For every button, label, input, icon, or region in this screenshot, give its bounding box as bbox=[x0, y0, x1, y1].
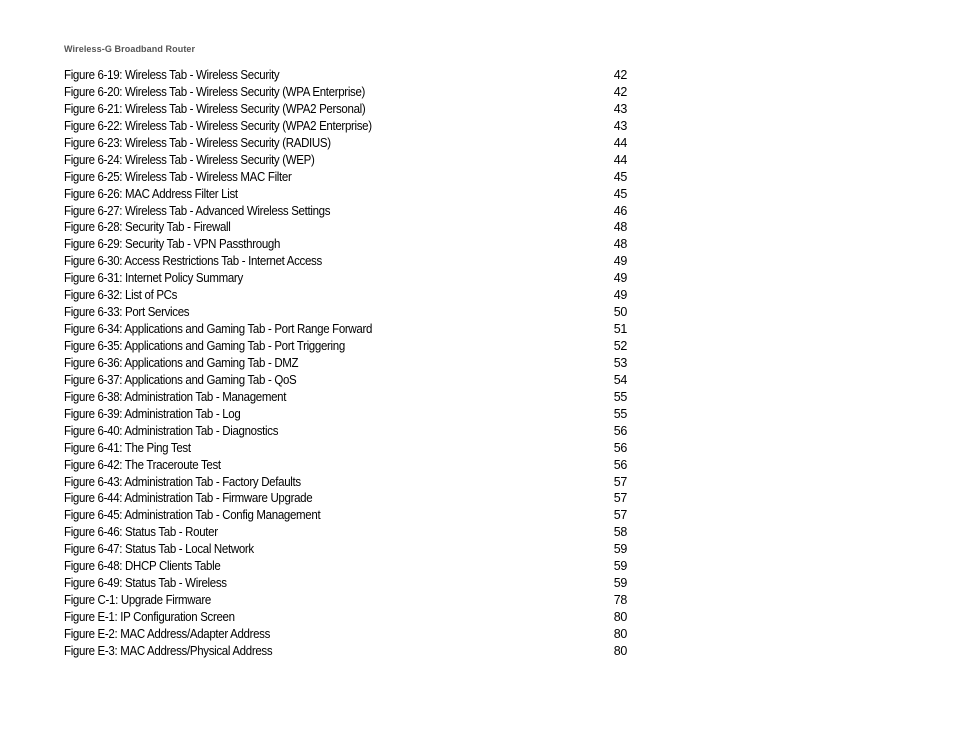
toc-entry[interactable] bbox=[64, 440, 630, 457]
toc-entry-page-number: 57 bbox=[613, 508, 627, 523]
toc-entry-title: Figure 6-20: Wireless Tab - Wireless Security (WPA Enterprise) bbox=[64, 84, 366, 99]
toc-entry[interactable] bbox=[64, 203, 630, 220]
toc-entry-page-number: 55 bbox=[613, 389, 627, 404]
toc-entry[interactable] bbox=[64, 575, 630, 592]
toc-entry-page-number: 55 bbox=[613, 406, 627, 421]
toc-entry-page-number: 52 bbox=[613, 339, 627, 353]
list-of-figures bbox=[64, 67, 630, 660]
toc-entry[interactable] bbox=[64, 304, 630, 321]
toc-entry[interactable] bbox=[64, 524, 630, 541]
toc-entry[interactable] bbox=[64, 558, 630, 575]
toc-entry[interactable] bbox=[64, 186, 630, 203]
toc-entry[interactable] bbox=[64, 372, 630, 389]
toc-entry-title: Figure 6-37: Applications and Gaming Tab - QoS bbox=[64, 372, 297, 387]
toc-entry-page-number: 49 bbox=[613, 271, 627, 286]
toc-entry[interactable] bbox=[64, 152, 630, 169]
toc-entry[interactable] bbox=[64, 338, 630, 355]
toc-entry-title: Figure 6-35: Applications and Gaming Tab - Port Triggering bbox=[64, 339, 345, 353]
toc-entry-page-number: 51 bbox=[613, 322, 627, 337]
toc-entry-title: Figure 6-26: MAC Address Filter List bbox=[64, 186, 238, 201]
toc-entry-title: Figure 6-27: Wireless Tab - Advanced Wireless Settings bbox=[64, 203, 331, 218]
toc-entry[interactable] bbox=[64, 321, 630, 338]
toc-entry-title: Figure 6-39: Administration Tab - Log bbox=[64, 406, 241, 421]
toc-entry-page-number: 48 bbox=[613, 237, 627, 252]
toc-entry-page-number: 56 bbox=[613, 457, 627, 472]
toc-entry-page-number: 57 bbox=[613, 474, 627, 489]
toc-entry-title: Figure 6-38: Administration Tab - Management bbox=[64, 389, 287, 404]
toc-entry[interactable] bbox=[64, 541, 630, 558]
toc-entry[interactable] bbox=[64, 101, 630, 118]
toc-entry-page-number: 54 bbox=[613, 372, 627, 387]
toc-entry-page-number: 56 bbox=[613, 440, 627, 455]
toc-entry[interactable] bbox=[64, 507, 630, 524]
toc-entry-page-number: 49 bbox=[613, 288, 627, 303]
toc-entry-page-number: 42 bbox=[613, 84, 627, 99]
toc-entry-title: Figure 6-29: Security Tab - VPN Passthrough bbox=[64, 237, 281, 252]
toc-entry-page-number: 43 bbox=[613, 101, 627, 116]
toc-entry-title: Figure 6-30: Access Restrictions Tab - Internet Access bbox=[64, 254, 322, 269]
toc-entry-page-number: 80 bbox=[613, 643, 627, 658]
toc-entry-title: Figure 6-48: DHCP Clients Table bbox=[64, 559, 221, 574]
toc-entry-page-number: 56 bbox=[613, 423, 627, 438]
toc-entry[interactable] bbox=[64, 609, 630, 626]
toc-entry-page-number: 43 bbox=[613, 118, 627, 133]
toc-entry-page-number: 44 bbox=[613, 152, 627, 167]
toc-entry[interactable] bbox=[64, 84, 630, 101]
toc-entry-title: Figure 6-25: Wireless Tab - Wireless MAC Filter bbox=[64, 169, 292, 184]
toc-entry-title: Figure 6-40: Administration Tab - Diagnostics bbox=[64, 423, 279, 438]
running-header: Wireless-G Broadband Router bbox=[64, 44, 196, 54]
toc-entry[interactable] bbox=[64, 389, 630, 406]
toc-entry-title: Figure 6-31: Internet Policy Summary bbox=[64, 271, 243, 286]
toc-entry[interactable] bbox=[64, 135, 630, 152]
toc-entry-title: Figure 6-41: The Ping Test bbox=[64, 440, 191, 455]
toc-entry-page-number: 57 bbox=[613, 491, 627, 506]
toc-entry-page-number: 78 bbox=[613, 593, 627, 608]
toc-entry[interactable] bbox=[64, 219, 630, 236]
toc-entry-page-number: 44 bbox=[613, 135, 627, 150]
toc-entry[interactable] bbox=[64, 118, 630, 135]
toc-entry-title: Figure 6-44: Administration Tab - Firmware Upgrade bbox=[64, 491, 313, 506]
toc-entry[interactable] bbox=[64, 169, 630, 186]
toc-entry-title: Figure 6-22: Wireless Tab - Wireless Security (WPA2 Enterprise) bbox=[64, 118, 372, 133]
toc-entry-page-number: 49 bbox=[613, 254, 627, 269]
toc-entry[interactable] bbox=[64, 457, 630, 474]
toc-entry[interactable] bbox=[64, 643, 630, 660]
toc-entry-page-number: 58 bbox=[613, 525, 627, 540]
toc-entry-title: Figure 6-32: List of PCs bbox=[64, 288, 178, 303]
toc-entry[interactable] bbox=[64, 592, 630, 609]
toc-entry-title: Figure 6-46: Status Tab - Router bbox=[64, 525, 218, 540]
toc-entry-page-number: 59 bbox=[613, 559, 627, 574]
toc-entry-page-number: 45 bbox=[613, 169, 627, 184]
toc-entry[interactable] bbox=[64, 67, 630, 84]
toc-entry-title: Figure 6-21: Wireless Tab - Wireless Security (WPA2 Personal) bbox=[64, 101, 366, 116]
toc-entry[interactable] bbox=[64, 270, 630, 287]
toc-entry-page-number: 42 bbox=[613, 68, 627, 82]
toc-entry-title: Figure 6-43: Administration Tab - Factory Defaults bbox=[64, 474, 301, 489]
toc-entry-page-number: 45 bbox=[613, 186, 627, 201]
toc-entry-title: Figure 6-28: Security Tab - Firewall bbox=[64, 220, 231, 235]
toc-entry-page-number: 80 bbox=[613, 626, 627, 641]
toc-entry[interactable] bbox=[64, 406, 630, 423]
toc-entry-title: Figure 6-36: Applications and Gaming Tab - DMZ bbox=[64, 355, 299, 370]
toc-entry-page-number: 48 bbox=[613, 220, 627, 235]
toc-entry[interactable] bbox=[64, 626, 630, 643]
toc-entry[interactable] bbox=[64, 355, 630, 372]
toc-entry-page-number: 46 bbox=[613, 203, 627, 218]
toc-entry-title: Figure C-1: Upgrade Firmware bbox=[64, 593, 211, 608]
toc-entry-title: Figure 6-23: Wireless Tab - Wireless Security (RADIUS) bbox=[64, 135, 331, 150]
toc-entry-title: Figure 6-34: Applications and Gaming Tab - Port Range Forward bbox=[64, 322, 373, 337]
toc-entry-page-number: 59 bbox=[613, 542, 627, 557]
toc-entry-page-number: 59 bbox=[613, 576, 627, 591]
toc-entry-title: Figure E-3: MAC Address/Physical Address bbox=[64, 643, 273, 658]
toc-entry[interactable] bbox=[64, 490, 630, 507]
toc-entry-title: Figure 6-49: Status Tab - Wireless bbox=[64, 576, 227, 591]
toc-entry-page-number: 80 bbox=[613, 610, 627, 624]
toc-entry-title: Figure 6-24: Wireless Tab - Wireless Security (WEP) bbox=[64, 152, 315, 167]
toc-entry-title: Figure 6-45: Administration Tab - Config Management bbox=[64, 508, 321, 523]
toc-entry-title: Figure E-1: IP Configuration Screen bbox=[64, 610, 235, 624]
toc-entry[interactable] bbox=[64, 474, 630, 491]
toc-entry[interactable] bbox=[64, 287, 630, 304]
toc-entry-title: Figure E-2: MAC Address/Adapter Address bbox=[64, 626, 271, 641]
toc-entry-title: Figure 6-42: The Traceroute Test bbox=[64, 457, 221, 472]
toc-entry-page-number: 50 bbox=[613, 305, 627, 320]
toc-entry-title: Figure 6-47: Status Tab - Local Network bbox=[64, 542, 254, 557]
toc-entry-title: Figure 6-33: Port Services bbox=[64, 305, 190, 320]
toc-entry[interactable] bbox=[64, 236, 630, 253]
toc-entry-title: Figure 6-19: Wireless Tab - Wireless Security bbox=[64, 68, 280, 82]
toc-entry[interactable] bbox=[64, 253, 630, 270]
toc-entry[interactable] bbox=[64, 423, 630, 440]
toc-entry-page-number: 53 bbox=[613, 355, 627, 370]
